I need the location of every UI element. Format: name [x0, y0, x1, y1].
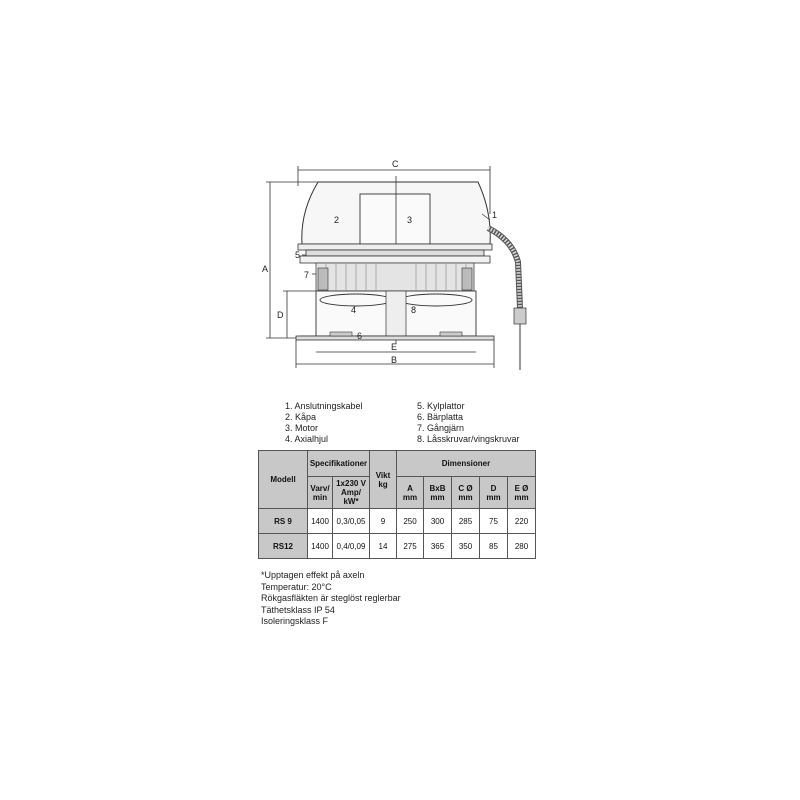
spec-table [258, 450, 536, 559]
legend-item: 5. Kylplattor [417, 401, 465, 411]
part-label-5: 5 [295, 250, 301, 260]
table-row [259, 534, 536, 559]
part-label-4: 4 [351, 305, 357, 315]
note-line: Isoleringsklass F [261, 616, 329, 626]
cell-d: 75 [480, 509, 508, 534]
part-label-1: 1 [492, 210, 498, 220]
header-col-e: E Ø mm [508, 477, 536, 509]
dim-label-d: D [277, 310, 284, 320]
header-dimensions: Dimensioner [397, 451, 536, 477]
cell-a: 275 [397, 534, 424, 559]
cell-amp: 0,4/0,09 [333, 534, 370, 559]
cell-e: 280 [508, 534, 536, 559]
cell-weight: 9 [370, 509, 397, 534]
note-line: Täthetsklass IP 54 [261, 604, 335, 615]
header-specs: Specifikationer [308, 451, 370, 477]
cell-rpm: 1400 [308, 509, 333, 534]
legend-item: 8. Låsskruvar/vingskruvar [417, 434, 520, 444]
header-amp: 1x230 V Amp/ kW* [333, 477, 370, 509]
part-label-2: 2 [334, 215, 340, 225]
header-col-c: C Ø mm [452, 477, 480, 509]
dim-label-c: C [392, 159, 399, 169]
header-col-a: A mm [397, 477, 424, 509]
note-line: Rökgasfläkten är steglöst reglerbar [261, 593, 401, 603]
legend-item: 6. Bärplatta [417, 412, 464, 422]
header-rpm: Varv/ min [308, 477, 333, 509]
cell-model: RS12 [259, 534, 308, 559]
part-label-8: 8 [411, 305, 417, 315]
cell-rpm: 1400 [308, 534, 333, 559]
cell-amp: 0,3/0,05 [333, 509, 370, 534]
cell-model: RS 9 [259, 509, 308, 534]
legend-right [417, 401, 520, 445]
legend-left [285, 401, 363, 445]
cell-e: 220 [508, 509, 536, 534]
header-col-d: D mm [480, 477, 508, 509]
cell-c: 350 [452, 534, 480, 559]
cell-a: 250 [397, 509, 424, 534]
header-weight: Vikt kg [370, 451, 397, 509]
legend-item: 2. Kåpa [285, 412, 317, 422]
cell-bxb: 365 [424, 534, 452, 559]
part-label-3: 3 [407, 215, 413, 225]
note-line: *Upptagen effekt på axeln [261, 570, 365, 580]
header-col-bxb: BxB mm [424, 477, 452, 509]
dim-label-b: B [391, 355, 398, 365]
legend-item: 4. Axialhjul [285, 434, 329, 444]
dim-label-a: A [262, 264, 269, 274]
cell-c: 285 [452, 509, 480, 534]
part-label-7: 7 [304, 270, 310, 280]
cell-weight: 14 [370, 534, 397, 559]
note-line: Temperatur: 20°C [261, 581, 332, 592]
cell-d: 85 [480, 534, 508, 559]
legend-item: 1. Anslutningskabel [285, 401, 363, 411]
legend-item: 3. Motor [285, 423, 319, 433]
legend-item: 7. Gångjärn [417, 423, 465, 433]
part-label-6: 6 [357, 331, 363, 341]
header-model: Modell [259, 451, 308, 509]
cell-bxb: 300 [424, 509, 452, 534]
dim-label-e: E [391, 342, 398, 352]
table-row [259, 509, 536, 534]
notes [261, 570, 401, 628]
